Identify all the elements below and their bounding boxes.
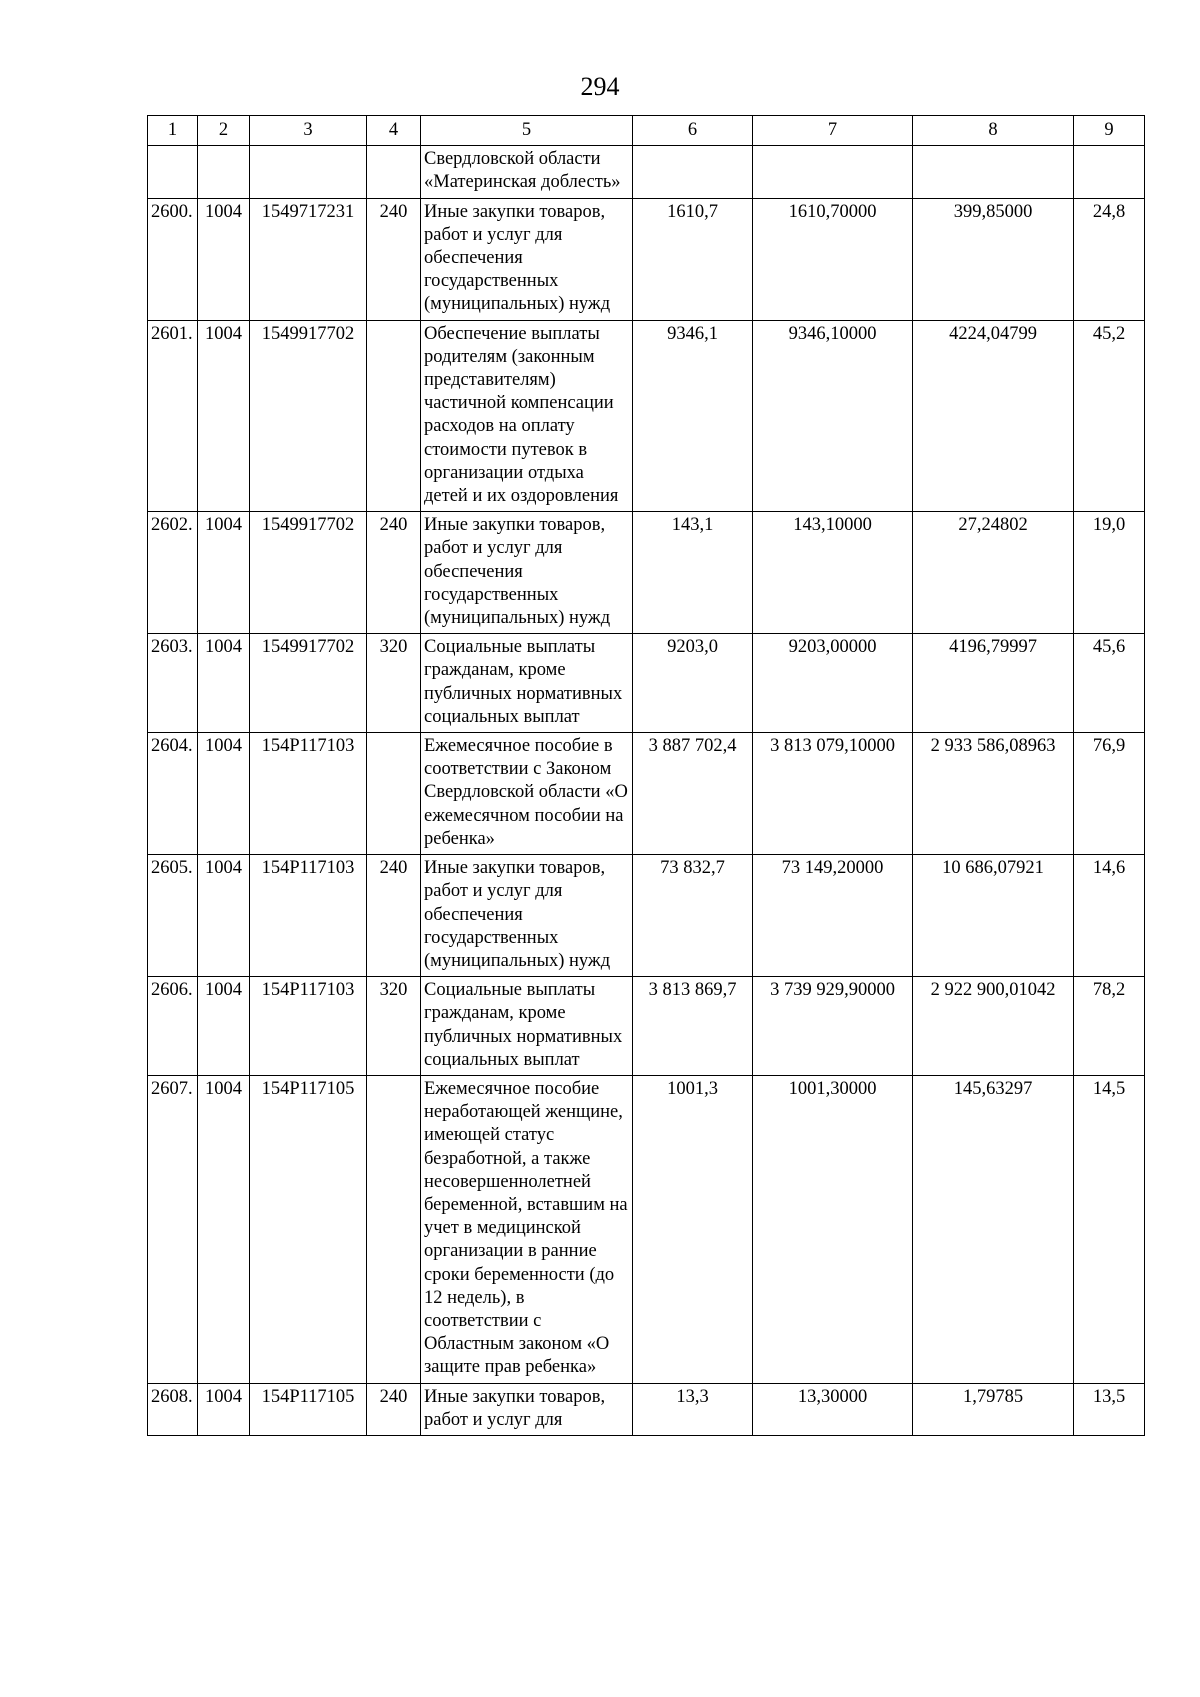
- header-col-9: 9: [1074, 116, 1145, 146]
- row-number: 2603.: [148, 634, 198, 733]
- expense-type-code: [367, 146, 421, 198]
- section-code: 1004: [198, 198, 250, 320]
- header-col-7: 7: [753, 116, 913, 146]
- amount-col6: 73 832,7: [633, 855, 753, 977]
- table-row: [148, 1075, 1145, 1383]
- target-article-code: 154P117105: [250, 1075, 367, 1383]
- percent-col9: 13,5: [1074, 1383, 1145, 1435]
- amount-col8: 145,63297: [913, 1075, 1074, 1383]
- expense-type-code: [367, 320, 421, 512]
- amount-col7: 3 813 079,10000: [753, 733, 913, 855]
- amount-col8: [913, 146, 1074, 198]
- target-article-code: [250, 146, 367, 198]
- item-name: Иные закупки товаров, работ и услуг для обеспечения государственных (муниципальных) нужд: [421, 512, 633, 634]
- amount-col7: [753, 146, 913, 198]
- amount-col8: 399,85000: [913, 198, 1074, 320]
- target-article-code: 1549917702: [250, 634, 367, 733]
- section-code: 1004: [198, 634, 250, 733]
- table-row: [148, 320, 1145, 512]
- amount-col6: [633, 146, 753, 198]
- amount-col8: 1,79785: [913, 1383, 1074, 1435]
- amount-col8: 10 686,07921: [913, 855, 1074, 977]
- amount-col8: 4224,04799: [913, 320, 1074, 512]
- budget-table: [147, 115, 1145, 1436]
- target-article-code: 1549917702: [250, 512, 367, 634]
- table-row: [148, 733, 1145, 855]
- section-code: 1004: [198, 1075, 250, 1383]
- row-number: 2607.: [148, 1075, 198, 1383]
- percent-col9: [1074, 146, 1145, 198]
- percent-col9: 19,0: [1074, 512, 1145, 634]
- item-name: Иные закупки товаров, работ и услуг для обеспечения государственных (муниципальных) нужд: [421, 855, 633, 977]
- item-name: Иные закупки товаров, работ и услуг для: [421, 1383, 633, 1435]
- header-col-4: 4: [367, 116, 421, 146]
- amount-col7: 9203,00000: [753, 634, 913, 733]
- section-code: 1004: [198, 1383, 250, 1435]
- item-name: Социальные выплаты гражданам, кроме публичных нормативных социальных выплат: [421, 977, 633, 1076]
- amount-col7: 143,10000: [753, 512, 913, 634]
- item-name: Свердловской области «Материнская доблесть»: [421, 146, 633, 198]
- expense-type-code: 240: [367, 1383, 421, 1435]
- percent-col9: 24,8: [1074, 198, 1145, 320]
- header-row: [148, 116, 1145, 146]
- row-number: 2604.: [148, 733, 198, 855]
- section-code: 1004: [198, 512, 250, 634]
- table-row: [148, 634, 1145, 733]
- amount-col6: 9346,1: [633, 320, 753, 512]
- section-code: 1004: [198, 733, 250, 855]
- target-article-code: 154P117105: [250, 1383, 367, 1435]
- amount-col7: 3 739 929,90000: [753, 977, 913, 1076]
- amount-col6: 1001,3: [633, 1075, 753, 1383]
- header-col-1: 1: [148, 116, 198, 146]
- page-number: 294: [580, 72, 620, 101]
- header-col-2: 2: [198, 116, 250, 146]
- percent-col9: 45,2: [1074, 320, 1145, 512]
- target-article-code: 154P117103: [250, 855, 367, 977]
- expense-type-code: 240: [367, 198, 421, 320]
- target-article-code: 1549717231: [250, 198, 367, 320]
- expense-type-code: [367, 1075, 421, 1383]
- amount-col6: 3 887 702,4: [633, 733, 753, 855]
- amount-col7: 9346,10000: [753, 320, 913, 512]
- section-code: 1004: [198, 855, 250, 977]
- percent-col9: 76,9: [1074, 733, 1145, 855]
- row-number: 2608.: [148, 1383, 198, 1435]
- header-col-8: 8: [913, 116, 1074, 146]
- row-number: 2602.: [148, 512, 198, 634]
- amount-col6: 143,1: [633, 512, 753, 634]
- target-article-code: 154P117103: [250, 977, 367, 1076]
- row-number: 2606.: [148, 977, 198, 1076]
- header-col-6: 6: [633, 116, 753, 146]
- item-name: Иные закупки товаров, работ и услуг для обеспечения государственных (муниципальных) нужд: [421, 198, 633, 320]
- percent-col9: 14,5: [1074, 1075, 1145, 1383]
- row-number: [148, 146, 198, 198]
- table-row: [148, 1383, 1145, 1435]
- table-row: [148, 855, 1145, 977]
- amount-col7: 73 149,20000: [753, 855, 913, 977]
- target-article-code: 154P117103: [250, 733, 367, 855]
- amount-col6: 3 813 869,7: [633, 977, 753, 1076]
- expense-type-code: 240: [367, 855, 421, 977]
- amount-col6: 1610,7: [633, 198, 753, 320]
- header-col-3: 3: [250, 116, 367, 146]
- item-name: Ежемесячное пособие в соответствии с Законом Свердловской области «О ежемесячном пособии на ребенка»: [421, 733, 633, 855]
- expense-type-code: 320: [367, 977, 421, 1076]
- row-number: 2605.: [148, 855, 198, 977]
- item-name: Обеспечение выплаты родителям (законным представителям) частичной компенсации расходов на оплату стоимости путевок в организации отдыха детей и их оздоровления: [421, 320, 633, 512]
- amount-col7: 1610,70000: [753, 198, 913, 320]
- row-number: 2601.: [148, 320, 198, 512]
- amount-col8: 4196,79997: [913, 634, 1074, 733]
- section-code: [198, 146, 250, 198]
- header-col-5: 5: [421, 116, 633, 146]
- amount-col7: 13,30000: [753, 1383, 913, 1435]
- table-row: [148, 198, 1145, 320]
- percent-col9: 78,2: [1074, 977, 1145, 1076]
- table-row: [148, 146, 1145, 198]
- expense-type-code: 320: [367, 634, 421, 733]
- amount-col8: 2 922 900,01042: [913, 977, 1074, 1076]
- amount-col6: 9203,0: [633, 634, 753, 733]
- amount-col7: 1001,30000: [753, 1075, 913, 1383]
- amount-col6: 13,3: [633, 1383, 753, 1435]
- item-name: Социальные выплаты гражданам, кроме публичных нормативных социальных выплат: [421, 634, 633, 733]
- table-row: [148, 512, 1145, 634]
- item-name: Ежемесячное пособие неработающей женщине, имеющей статус безработной, а также несовершеннолетней беременной, вставшим на учет в медицинской организации в ранние сроки беременности (до 12 недель), в соответствии с Областным законом «О защите прав ребенка»: [421, 1075, 633, 1383]
- target-article-code: 1549917702: [250, 320, 367, 512]
- section-code: 1004: [198, 320, 250, 512]
- table-row: [148, 977, 1145, 1076]
- percent-col9: 14,6: [1074, 855, 1145, 977]
- expense-type-code: [367, 733, 421, 855]
- percent-col9: 45,6: [1074, 634, 1145, 733]
- amount-col8: 2 933 586,08963: [913, 733, 1074, 855]
- expense-type-code: 240: [367, 512, 421, 634]
- amount-col8: 27,24802: [913, 512, 1074, 634]
- section-code: 1004: [198, 977, 250, 1076]
- row-number: 2600.: [148, 198, 198, 320]
